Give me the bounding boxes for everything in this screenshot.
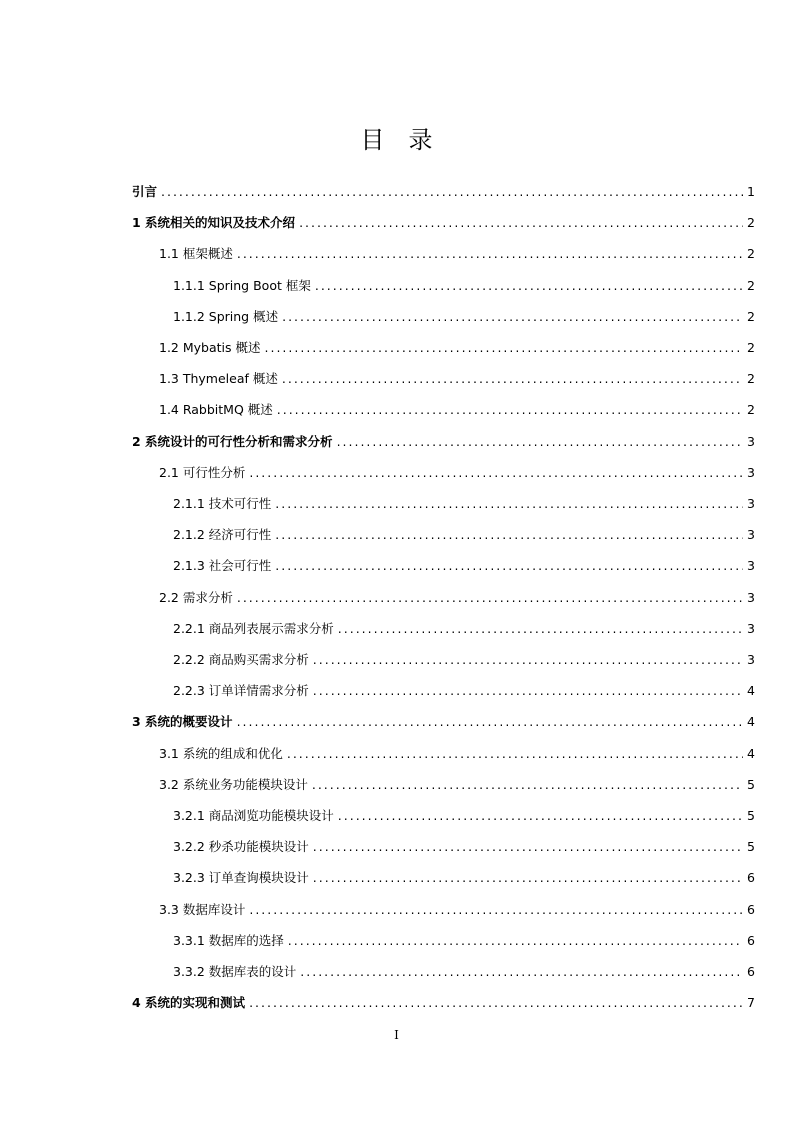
- toc-entry[interactable]: [173, 619, 755, 639]
- toc-leader-dots: [237, 244, 743, 264]
- toc-entry[interactable]: [132, 182, 755, 202]
- toc-entry[interactable]: [173, 494, 755, 514]
- toc-entry-label: 3.2.1 商品浏览功能模块设计: [173, 808, 334, 823]
- toc-entry-page-number: 3: [747, 589, 755, 605]
- toc-entry-page-number: 2: [747, 308, 755, 324]
- toc-entry-label: 2.2 需求分析: [159, 589, 233, 605]
- toc-leader-dots: [277, 400, 743, 420]
- toc-entry[interactable]: [159, 588, 755, 608]
- toc-leader-dots: [275, 525, 743, 545]
- toc-leader-dots: [338, 806, 743, 826]
- toc-entry-page-number: 6: [747, 870, 755, 886]
- toc-leader-dots: [338, 619, 743, 639]
- toc-entry[interactable]: [173, 868, 755, 888]
- toc-leader-dots: [237, 712, 743, 732]
- toc-entry-page-number: 2: [747, 246, 755, 262]
- toc-entry-label: 4 系统的实现和测试: [132, 995, 246, 1011]
- toc-entry-label: 2.1.1 技术可行性: [173, 496, 272, 511]
- toc-leader-dots: [249, 463, 743, 483]
- toc-entry[interactable]: [159, 244, 755, 264]
- toc-entry[interactable]: [159, 400, 755, 420]
- toc-entry[interactable]: [173, 650, 755, 670]
- toc-entry-page-number: 5: [747, 808, 755, 823]
- toc-entry[interactable]: [173, 556, 755, 576]
- toc-leader-dots: [315, 276, 743, 296]
- toc-entry[interactable]: [173, 806, 755, 826]
- toc-entry-label: 3.3.1 数据库的选择: [173, 932, 284, 948]
- toc-entry-page-number: 4: [747, 714, 755, 730]
- toc-entry[interactable]: [132, 213, 755, 233]
- toc-entry[interactable]: [132, 712, 755, 732]
- toc-entry-label: 2.1 可行性分析: [159, 464, 246, 480]
- toc-entry-page-number: 1: [747, 184, 755, 199]
- toc-leader-dots: [313, 868, 743, 888]
- toc-entry-page-number: 6: [747, 932, 755, 948]
- toc-entry[interactable]: [173, 525, 755, 545]
- toc-entry-page-number: 3: [747, 527, 755, 543]
- toc-leader-dots: [265, 338, 744, 358]
- toc-leader-dots: [237, 588, 743, 608]
- toc-leader-dots: [313, 681, 743, 701]
- toc-leader-dots: [313, 650, 743, 670]
- toc-leader-dots: [337, 432, 743, 452]
- toc-leader-dots: [288, 931, 743, 951]
- toc-leader-dots: [300, 962, 743, 982]
- toc-entry-label: 2.2.2 商品购买需求分析: [173, 652, 309, 667]
- toc-leader-dots: [249, 900, 743, 920]
- toc-entry[interactable]: [173, 931, 755, 951]
- toc-entry[interactable]: [159, 744, 755, 764]
- toc-entry-label: 2.2.1 商品列表展示需求分析: [173, 620, 334, 636]
- toc-entry-page-number: 2: [747, 340, 755, 355]
- toc-leader-dots: [282, 369, 743, 389]
- toc-entry[interactable]: [173, 276, 755, 296]
- toc-entry-page-number: 3: [747, 620, 755, 636]
- toc-entry-label: 3.3 数据库设计: [159, 901, 246, 917]
- toc-entry-label: 1.4 RabbitMQ 概述: [159, 402, 273, 418]
- page-title: 目 录: [360, 126, 433, 154]
- toc-leader-dots: [299, 213, 743, 233]
- toc-entry[interactable]: [173, 962, 755, 982]
- toc-entry[interactable]: [159, 775, 755, 795]
- toc-leader-dots: [313, 837, 743, 857]
- toc-entry-page-number: 7: [747, 995, 755, 1011]
- toc-leader-dots: [249, 993, 743, 1013]
- toc-entry-label: 1.1.1 Spring Boot 框架: [173, 277, 311, 293]
- toc-entry-page-number: 3: [747, 496, 755, 511]
- toc-entry[interactable]: [132, 993, 755, 1013]
- toc-entry-page-number: 2: [747, 371, 755, 387]
- toc-entry-page-number: 3: [747, 433, 755, 449]
- toc-leader-dots: [282, 307, 743, 327]
- toc-leader-dots: [275, 494, 743, 514]
- toc-entry[interactable]: [159, 900, 755, 920]
- toc-entry[interactable]: [159, 338, 755, 358]
- toc-entry[interactable]: [159, 369, 755, 389]
- toc-entry-page-number: 3: [747, 652, 755, 667]
- toc-entry[interactable]: [159, 463, 755, 483]
- toc-entry-label: 1.3 Thymeleaf 概述: [159, 371, 278, 387]
- toc-entry-label: 1.1 框架概述: [159, 246, 233, 262]
- toc-entry[interactable]: [173, 837, 755, 857]
- toc-entry-label: 2.1.3 社会可行性: [173, 558, 272, 574]
- toc-entry-label: 2.2.3 订单详情需求分析: [173, 683, 309, 699]
- toc-entry-label: 3 系统的概要设计: [132, 714, 233, 730]
- toc-leader-dots: [275, 556, 743, 576]
- toc-entry-page-number: 2: [747, 277, 755, 293]
- toc-entry-label: 3.2 系统业务功能模块设计: [159, 776, 308, 792]
- toc-entry-label: 3.2.2 秒杀功能模块设计: [173, 839, 309, 855]
- toc-entry-page-number: 3: [747, 558, 755, 574]
- toc-entry-page-number: 3: [747, 464, 755, 480]
- toc-entry-page-number: 6: [747, 901, 755, 917]
- toc-entry-page-number: 4: [747, 683, 755, 699]
- toc-entry[interactable]: [173, 681, 755, 701]
- toc-entry[interactable]: [173, 307, 755, 327]
- toc-entry[interactable]: [132, 432, 755, 452]
- toc-entry-page-number: 5: [747, 776, 755, 792]
- toc-entry-label: 2.1.2 经济可行性: [173, 527, 272, 543]
- toc-entry-label: 1.2 Mybatis 概述: [159, 340, 261, 355]
- toc-leader-dots: [312, 775, 743, 795]
- page-number-footer: I: [394, 1028, 399, 1042]
- toc-entry-page-number: 5: [747, 839, 755, 855]
- toc-entry-label: 3.2.3 订单查询模块设计: [173, 870, 309, 886]
- toc-entry-label: 2 系统设计的可行性分析和需求分析: [132, 433, 333, 449]
- toc-entry-label: 1 系统相关的知识及技术介绍: [132, 215, 296, 231]
- toc-leader-dots: [161, 182, 743, 202]
- toc-entry-label: 引言: [132, 184, 158, 199]
- toc-entry-label: 3.1 系统的组成和优化: [159, 745, 283, 761]
- toc-entry-label: 1.1.2 Spring 概述: [173, 308, 279, 324]
- toc-entry-page-number: 6: [747, 964, 755, 979]
- toc-entry-page-number: 2: [747, 402, 755, 418]
- toc-leader-dots: [287, 744, 743, 764]
- toc-entry-page-number: 2: [747, 215, 755, 231]
- toc-entry-label: 3.3.2 数据库表的设计: [173, 964, 297, 979]
- toc-entry-page-number: 4: [747, 745, 755, 761]
